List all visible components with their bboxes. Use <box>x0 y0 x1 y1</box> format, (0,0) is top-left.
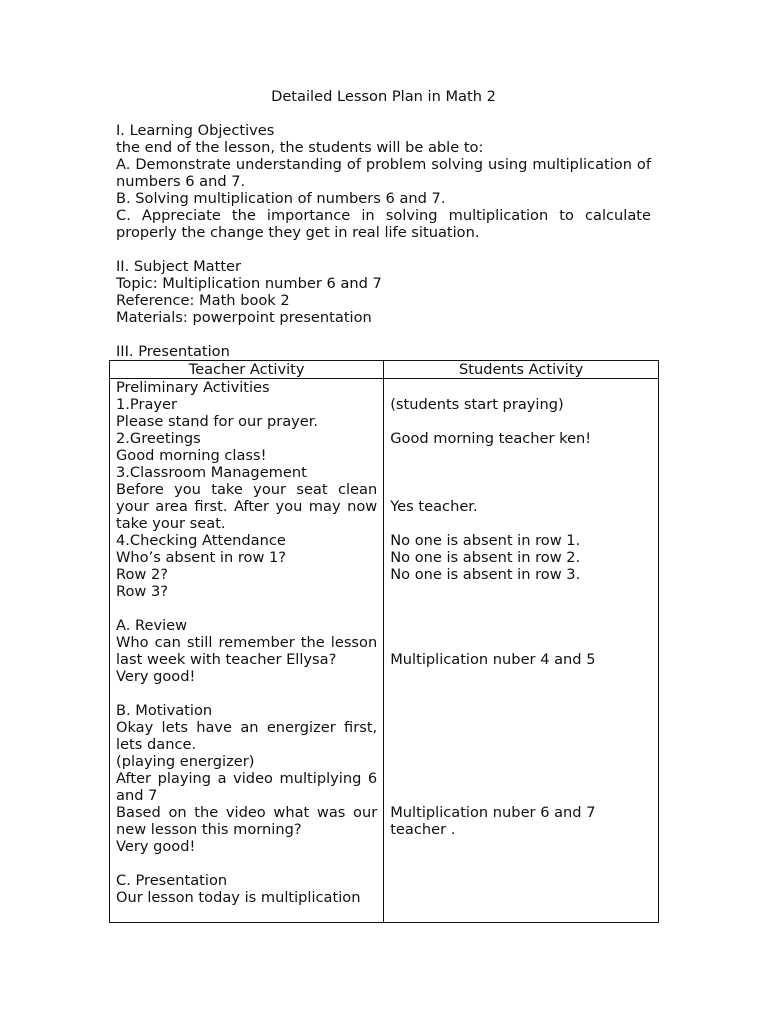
spacer <box>390 617 652 634</box>
spacer <box>390 685 652 702</box>
students-activity-cell <box>384 379 659 923</box>
spacer <box>390 481 652 498</box>
teacher-management-text: Before you take your seat clean your area first. After you may now take your seat. <box>116 481 378 532</box>
teacher-attendance: 4.Checking Attendance <box>116 532 286 549</box>
spacer <box>390 515 652 532</box>
objective-c: C. Appreciate the importance in solving multiplication to calculate properly the change they get in real life situation. <box>116 207 651 241</box>
students-greeting: Good morning teacher ken! <box>390 430 592 447</box>
teacher-activity-cell <box>110 379 384 923</box>
students-review-answer: Multiplication nuber 4 and 5 <box>390 651 596 668</box>
teacher-greetings-text: Good morning class! <box>116 447 267 464</box>
subject-topic: Topic: Multiplication number 6 and 7 <box>116 275 382 292</box>
presentation-heading: III. Presentation <box>116 343 230 360</box>
teacher-review-good: Very good! <box>116 668 196 685</box>
spacer <box>390 787 652 804</box>
spacer <box>390 583 652 600</box>
teacher-motivation: B. Motivation <box>116 702 213 719</box>
spacer <box>116 685 377 702</box>
students-lesson-answer: Multiplication nuber 6 and 7 teacher . <box>390 804 596 838</box>
teacher-based-text: Based on the video what was our new lesson this morning? <box>116 804 378 838</box>
spacer <box>116 855 377 872</box>
spacer <box>390 447 652 464</box>
teacher-motivation-good: Very good! <box>116 838 196 855</box>
teacher-presentation: C. Presentation <box>116 872 228 889</box>
spacer <box>390 770 652 787</box>
teacher-management: 3.Classroom Management <box>116 464 307 481</box>
table-row <box>110 379 659 923</box>
objectives-heading: I. Learning Objectives <box>116 122 275 139</box>
subject-matter <box>116 258 651 326</box>
students-yes: Yes teacher. <box>390 498 478 515</box>
objective-b: B. Solving multiplication of numbers 6 and 7. <box>116 190 446 207</box>
spacer <box>390 753 652 770</box>
teacher-prayer: 1.Prayer <box>116 396 178 413</box>
students-row1: No one is absent in row 1. <box>390 532 581 549</box>
spacer <box>390 702 652 719</box>
teacher-motivation-text: Okay lets have an energizer first, lets dance. <box>116 719 378 753</box>
header-students-activity: Students Activity <box>384 361 659 379</box>
document-title: Detailed Lesson Plan in Math 2 <box>271 88 496 105</box>
students-praying: (students start praying) <box>390 396 564 413</box>
teacher-prayer-text: Please stand for our prayer. <box>116 413 319 430</box>
objectives-intro: the end of the lesson, the students will be able to: <box>116 139 484 156</box>
teacher-review-text: Who can still remember the lesson last week with teacher Ellysa? <box>116 634 378 668</box>
spacer <box>390 719 652 736</box>
teacher-absent-row3: Row 3? <box>116 583 169 600</box>
activity-table <box>109 360 659 923</box>
spacer <box>390 634 652 651</box>
spacer <box>390 600 652 617</box>
spacer <box>390 736 652 753</box>
subject-reference: Reference: Math book 2 <box>116 292 290 309</box>
learning-objectives <box>116 122 651 241</box>
teacher-absent-row2: Row 2? <box>116 566 169 583</box>
students-row2: No one is absent in row 2. <box>390 549 581 566</box>
teacher-review: A. Review <box>116 617 188 634</box>
subject-materials: Materials: powerpoint presentation <box>116 309 372 326</box>
teacher-presentation-text: Our lesson today is multiplication <box>116 889 361 906</box>
teacher-playing: (playing energizer) <box>116 753 255 770</box>
table-header-row <box>110 361 659 379</box>
students-row3: No one is absent in row 3. <box>390 566 581 583</box>
spacer <box>390 379 652 396</box>
objective-a: A. Demonstrate understanding of problem solving using multiplication of numbers 6 and 7. <box>116 156 651 190</box>
spacer <box>116 600 377 617</box>
teacher-greetings: 2.Greetings <box>116 430 201 447</box>
teacher-video-text: After playing a video multiplying 6 and 7 <box>116 770 378 804</box>
spacer <box>390 668 652 685</box>
subject-heading: II. Subject Matter <box>116 258 242 275</box>
header-teacher-activity: Teacher Activity <box>110 361 384 379</box>
teacher-preliminary: Preliminary Activities <box>116 379 270 396</box>
spacer <box>390 413 652 430</box>
spacer <box>390 464 652 481</box>
teacher-absent-row1: Who’s absent in row 1? <box>116 549 287 566</box>
